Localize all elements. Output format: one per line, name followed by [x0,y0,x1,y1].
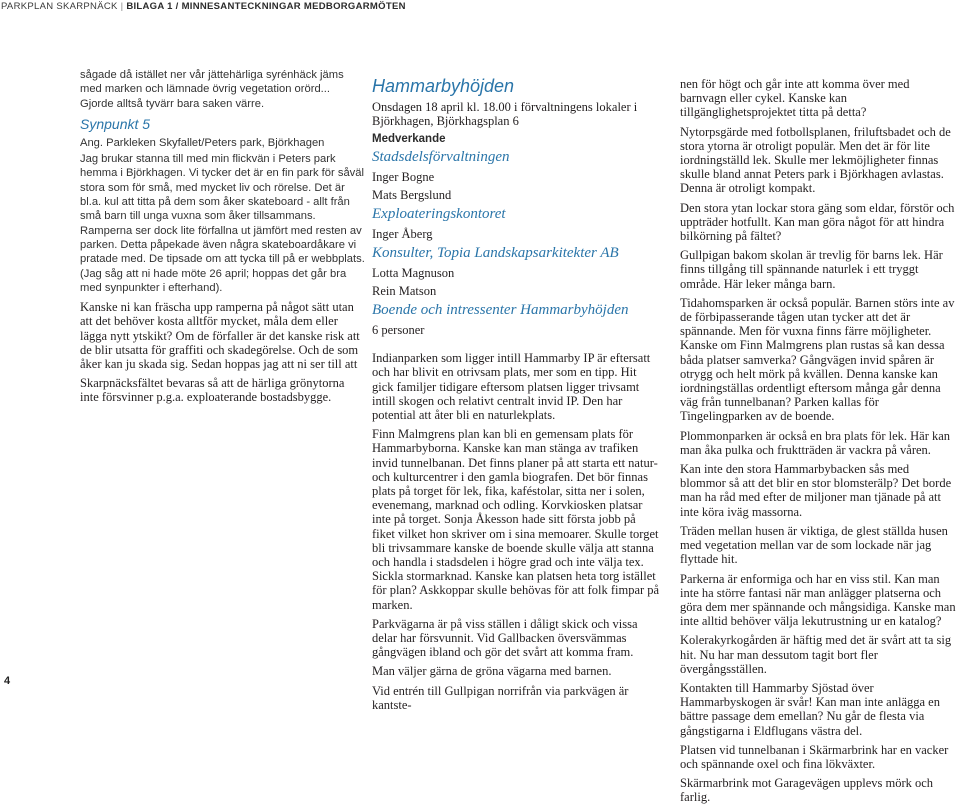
paragraph: Gullpigan bakom skolan är trevlig för barns lek. Här finns tillgång till spännande naturlek i ett tryggt område. Här leker många barn. [680,248,943,291]
paragraph: Vid entrén till Gullpigan norrifrån via parkvägen är kantste- [372,683,629,712]
paragraph: Den stora ytan lockar stora gäng som eldar, förstör och uppträder hotfullt. Kan man göra något för att hindra bilkörning på fältet? [680,200,955,244]
column-1 [80,68,366,410]
column-2 [372,76,660,717]
paragraph: sågade då istället ner vår jättehärliga syrénhäck jäms med marken och lämnade övrig vegetation orörd... Gjorde alltså tyvärr bara saken värre. [80,69,344,110]
paragraph: nen för högt och går inte att komma över med barnvagn eller cykel. Kanske kan tillgänglighetsprojektet titta på detta? [680,77,910,120]
organization-name: Exploateringskontoret [372,206,506,223]
paragraph: Kan inte den stora Hammarbybacken sås med blommor så att det blir en stor blomsterälp? Det borde man ha råd med efter de miljoner man tjänade på att inte köra iväg massorna. [680,462,952,519]
participant-name: Inger Åberg [372,227,433,242]
participant-name: Rein Matson [372,284,437,299]
section-title: Hammarbyhöjden [372,76,515,96]
paragraph: Plommonparken är också en bra plats för lek. Här kan man åka pulka och fruktträden är vackra på våren. [680,428,951,457]
running-header [0,0,441,20]
header-divider: | [120,1,124,12]
header-divider-2: / [175,1,179,12]
synpunkt-heading: Synpunkt 5 [80,115,151,132]
paragraph: Platsen vid tunnelbanan i Skärmarbrink har en vacker och spännande oxel och fina lökväxter. [680,742,949,771]
paragraph: Parkvägarna är på viss ställen i dåligt skick och vissa delar har försvunnit. Vid Gallbacken översvämmas gångvägen ibland och gör det svårt att komma fram. [372,616,638,660]
header-section: BILAGA 1 [126,1,173,12]
participant-count: 6 personer [372,323,425,338]
paragraph: Kanske ni kan fräscha upp ramperna på något sätt utan att det behöver kosta alltför mycket, måla dem eller lägga nytt ytskikt? Om de förfaller är det kanske risk att de blir utsatta för graffiti och skadegörelse. Och de som åker kan ju skada sig. Sedan hoppas jag att ni ser till att [80,300,360,371]
paragraph: Parkerna är enformiga och har en viss stil. Kan man inte ha större fantasi när man anlägger platserna och göra dem mer spännande och mångsidiga. Kanske man inte alltid behöver välja lekutrustning ur en katalog? [680,571,956,629]
paragraph: Jag brukar stanna till med min flickvän i Peters park hemma i Björkhagen. Vi tycker det är en fin park för såväl stora som för små, med mycket liv och rörelse. Det är bl.a. kul att titta på dem som åker skateboard - allt från små barn till unga vuxna som åker tillsammans. Ramperna ser dock lite förfallna ut jämfört med resten av parken. Detta påpekade även några skateboardåkare vi pratade med. De tipsade om att tycka till på er webbplats. (Jag såg att ni hade möte 26 april; hoppas det går bra med synpunkter i efterhand). [80,153,365,294]
participant-name: Lotta Magnuson [372,266,455,281]
participant-name: Inger Bogne [372,170,435,185]
paragraph: Ang. Parkleken Skyfallet/Peters park, Björkhagen [80,136,325,149]
participants-heading: Medverkande [372,133,446,145]
paragraph: Finn Malmgrens plan kan bli en gemensam plats för Hammarbyborna. Kanske kan man stänga av trafiken invid tunnelbanan. Det finns planer på att starta ett natur- och kulturcentrer i den gamla biografen. Det bör finnas plats på torget för lek, fika, kaféstolar, sitta ner i solen, evenemang, marknad och odling. Korvkiosken platsar inte på torget. Sonja Åkesson hade sitt första jobb på fiket vilket hon skriver om i sina memoarer. Skulle torget bli trivsammare kanske de boende skulle välja att stanna och handla i stadsdelen i högre grad och inte välja tex. Sickla stormarknad. Kanske kan platsen heta torg istället för plan? Askkoppar skulle behövas för att folk fimpar på marken. [372,427,660,612]
page-number: 4 [4,675,11,687]
header-subsection: MINNESANTECKNINGAR MEDBORGARMÖTEN [181,1,406,12]
paragraph: Kontakten till Hammarby Sjöstad över Hammarbyskogen är svår! Kan man inte anlägga en bättre passage dem emellan? Nu går de flesta via gångstigarna i Eldflugans västra del. [680,680,940,738]
participant-name: Mats Bergslund [372,188,452,203]
header-document-title: PARKPLAN SKARPNÄCK [1,1,118,12]
meeting-info: Onsdagen 18 april kl. 18.00 i förvaltningens lokaler i Björkhagen, Björkhagsplan 6 [372,100,638,128]
paragraph: Indianparken som ligger intill Hammarby IP är eftersatt och har blivit en otrivsam plats, mer som en tipp. Hit gick familjer tidigare eftersom platsen ligger trivsamt intill skogen och relativt centralt invid IP. Den har potential att åter bli en naturlekplats. [372,351,651,423]
paragraph: Kolerakyrkogården är häftig med det är svårt att ta sig hit. Nu har man dessutom tagit bort fler övergångsställen. [680,633,952,676]
paragraph: Skärmarbrink mot Garagevägen upplevs mörk och farlig. [680,776,934,805]
organization-name: Stadsdelsförvaltningen [372,149,510,166]
paragraph: Träden mellan husen är viktiga, de glest ställda husen med vegetation mellan var de som lockade när jag flyttade hit. [680,523,948,567]
organization-name: Boende och intressenter Hammarbyhöjden [372,302,629,319]
organization-name: Konsulter, Topia Landskapsarkitekter AB [372,245,619,262]
paragraph: Man väljer gärna de gröna vägarna med barnen. [372,664,612,679]
column-3 [680,77,956,810]
paragraph: Skarpnäcksfältet bevaras så att de härliga grönytorna inte försvinner p.g.a. exploaterande bostadsbygge. [80,376,345,405]
paragraph: Nytorpsgärde med fotbollsplanen, friluftsbadet och de stora ytorna är otroligt populär. Men det är för lite iordningställd lek. Skulle mer lekmöjligheter finnas skulle bland annat Peters park i Björkhagen avlastas. Denna är otroligt kompakt. [680,124,951,196]
paragraph: Tidahomsparken är också populär. Barnen störs inte av de förbipasserande tågen utan tycker att det är spännande. Men för vuxna finns färre möjligheter. Kanske om Finn Malmgrens plan rustas så kan dessa båda platser samverka? Gångvägen invid spåren är otrygg och helt mörk på kvällen. Denna kanske kan iordningställas ordentligt eftersom många går denna väg från tunnelbanan? Parken kallas för Tingelingparken av de boende. [680,295,955,424]
